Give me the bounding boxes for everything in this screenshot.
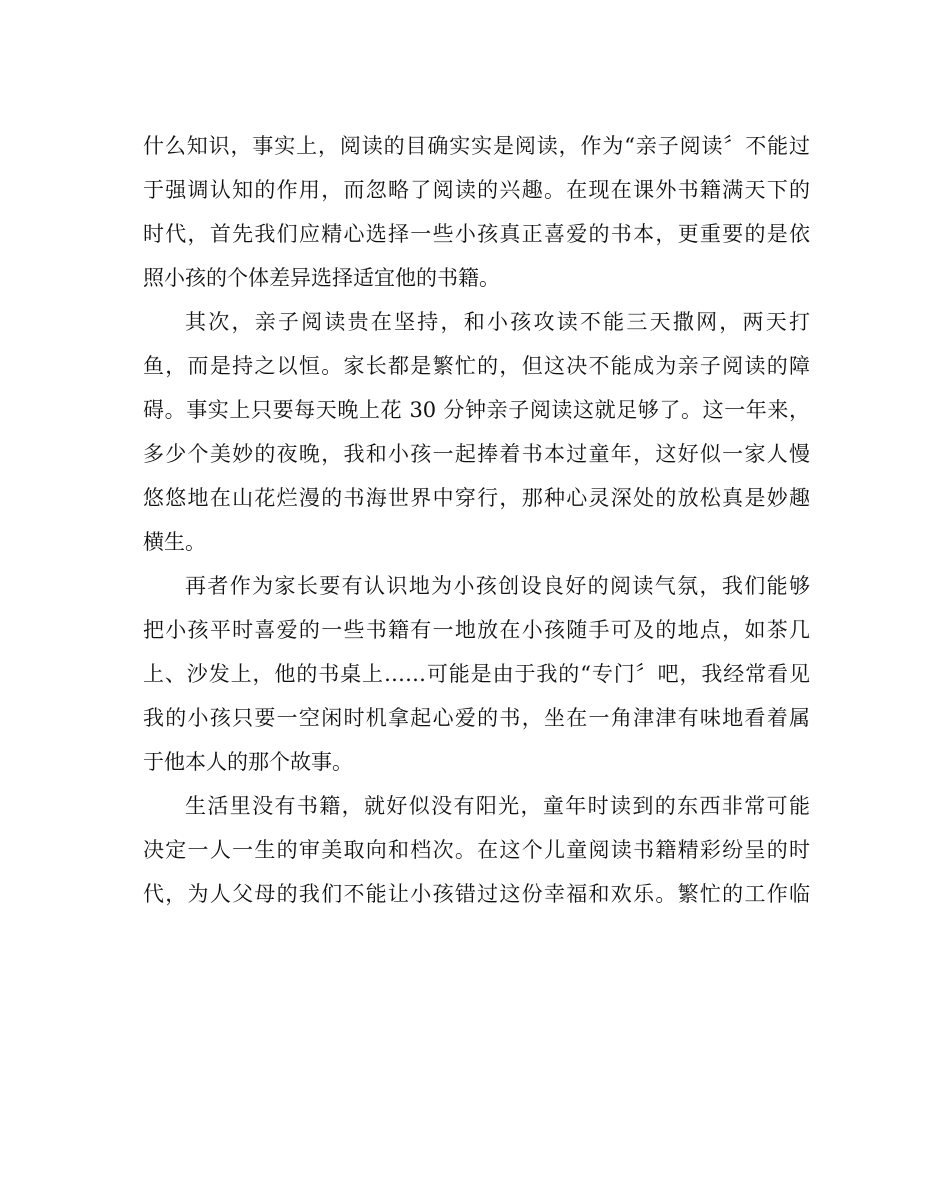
text-line: 把小孩平时喜爱的一些书籍有一地放在小孩随手可及的地点，如茶几 <box>143 618 810 642</box>
text-line: 碍。事实上只要每天晚上花 30 分钟亲子阅读这就足够了。这一年来， <box>143 398 810 422</box>
text-line: 上、沙发上，他的书桌上……可能是由于我的“专门〞吧，我经常看见 <box>143 662 810 686</box>
text-line: 鱼，而是持之以恒。家长都是繁忙的，但这决不能成为亲子阅读的障 <box>143 354 810 378</box>
text-line: 什么知识，事实上，阅读的目确实实是阅读，作为“亲子阅读〞不能过 <box>143 134 810 158</box>
text-line: 悠悠地在山花烂漫的书海世界中穿行，那种心灵深处的放松真是妙趣 <box>143 486 810 510</box>
paragraph-3 <box>143 564 810 784</box>
text-line: 时代，首先我们应精心选择一些小孩真正喜爱的书本，更重要的是依 <box>143 222 810 246</box>
text-line: 生活里没有书籍，就好似没有阳光，童年时读到的东西非常可能 <box>185 794 810 818</box>
paragraph-1 <box>143 124 810 300</box>
text-line: 横生。 <box>143 530 206 554</box>
text-line: 代，为人父母的我们不能让小孩错过这份幸福和欢乐。繁忙的工作临 <box>143 882 810 906</box>
text-line: 再者作为家长要有认识地为小孩创设良好的阅读气氛，我们能够 <box>185 574 810 598</box>
paragraph-4 <box>143 784 810 916</box>
text-line: 我的小孩只要一空闲时机拿起心爱的书，坐在一角津津有味地看着属 <box>143 706 810 730</box>
text-line: 照小孩的个体差异选择适宜他的书籍。 <box>143 266 500 290</box>
text-line: 于他本人的那个故事。 <box>143 750 353 774</box>
paragraph-2 <box>143 300 810 564</box>
text-line: 决定一人一生的审美取向和档次。在这个儿童阅读书籍精彩纷呈的时 <box>143 838 810 862</box>
text-line: 其次，亲子阅读贵在坚持，和小孩攻读不能三天撒网，两天打 <box>185 310 810 334</box>
text-line: 多少个美妙的夜晚，我和小孩一起捧着书本过童年，这好似一家人慢 <box>143 442 810 466</box>
text-line: 于强调认知的作用，而忽略了阅读的兴趣。在现在课外书籍满天下的 <box>143 178 810 202</box>
document-body <box>143 124 810 916</box>
